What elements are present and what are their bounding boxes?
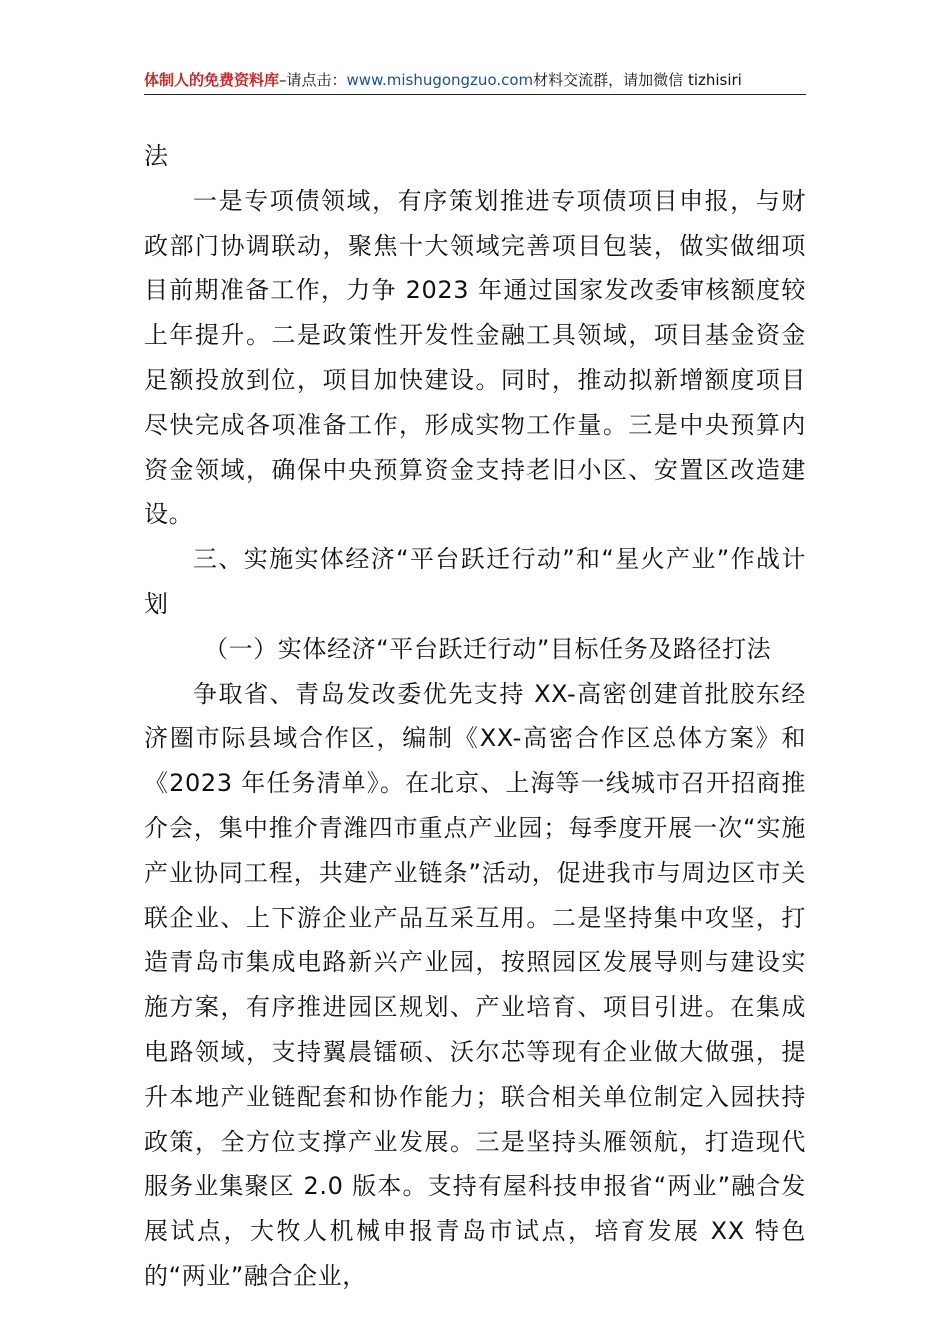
page-header	[144, 66, 806, 95]
paragraph-special-bonds: 一是专项债领域，有序策划推进专项债项目申报，与财政部门协调联动，聚焦十大领域完善项目包装，做实做细项目前期准备工作，力争 2023 年通过国家发改委审核额度较上年提升。二是政策性开发性金融工具领域，项目基金资金足额投放到位，项目加快建设。同时，推动拟新增额度项目尽快完成各项准备工作，形成实物工作量。三是中央预算内资金领域，确保中央预算资金支持老旧小区、安置区改造建设。	[144, 186, 806, 529]
section-heading-three: 三、实施实体经济“平台跃迁行动”和“星火产业”作战计划	[144, 545, 806, 618]
paragraph-continuation: 法	[144, 142, 169, 170]
document-body	[144, 134, 806, 1299]
header-tail: 材料交流群，请加微信 tizhisiri	[533, 71, 742, 89]
header-brand[interactable]: 体制人的免费资料库	[144, 71, 280, 89]
paragraph-platform-action: 争取省、青岛发改委优先支持 XX-高密创建首批胶东经济圈市际县域合作区，编制《XX-高密合作区总体方案》和《2023 年任务清单》。在北京、上海等一线城市召开招商推介会，集中推介青潍四市重点产业园；每季度开展一次“实施产业协同工程，共建产业链条”活动，促进我市与周边区市关联企业、上下游企业产品互采互用。二是坚持集中攻坚，打造青岛市集成电路新兴产业园，按照园区发展导则与建设实施方案，有序推进园区规划、产业培育、项目引进。在集成电路领域，支持翼晨镭硕、沃尔芯等现有企业做大做强，提升本地产业链配套和协作能力；联合相关单位制定入园扶持政策，全方位支撑产业发展。三是坚持头雁领航，打造现代服务业集聚区 2.0 版本。支持有屋科技申报省“两业”融合发展试点，大牧人机械申报青岛市试点，培育发展 XX 特色的“两业”融合企业，	[144, 679, 806, 1290]
header-url-link[interactable]: www.mishugongzuo.com	[346, 71, 534, 89]
subsection-heading-one: （一）实体经济“平台跃迁行动”目标任务及路径打法	[204, 634, 772, 663]
header-prompt: –请点击：	[279, 71, 347, 89]
